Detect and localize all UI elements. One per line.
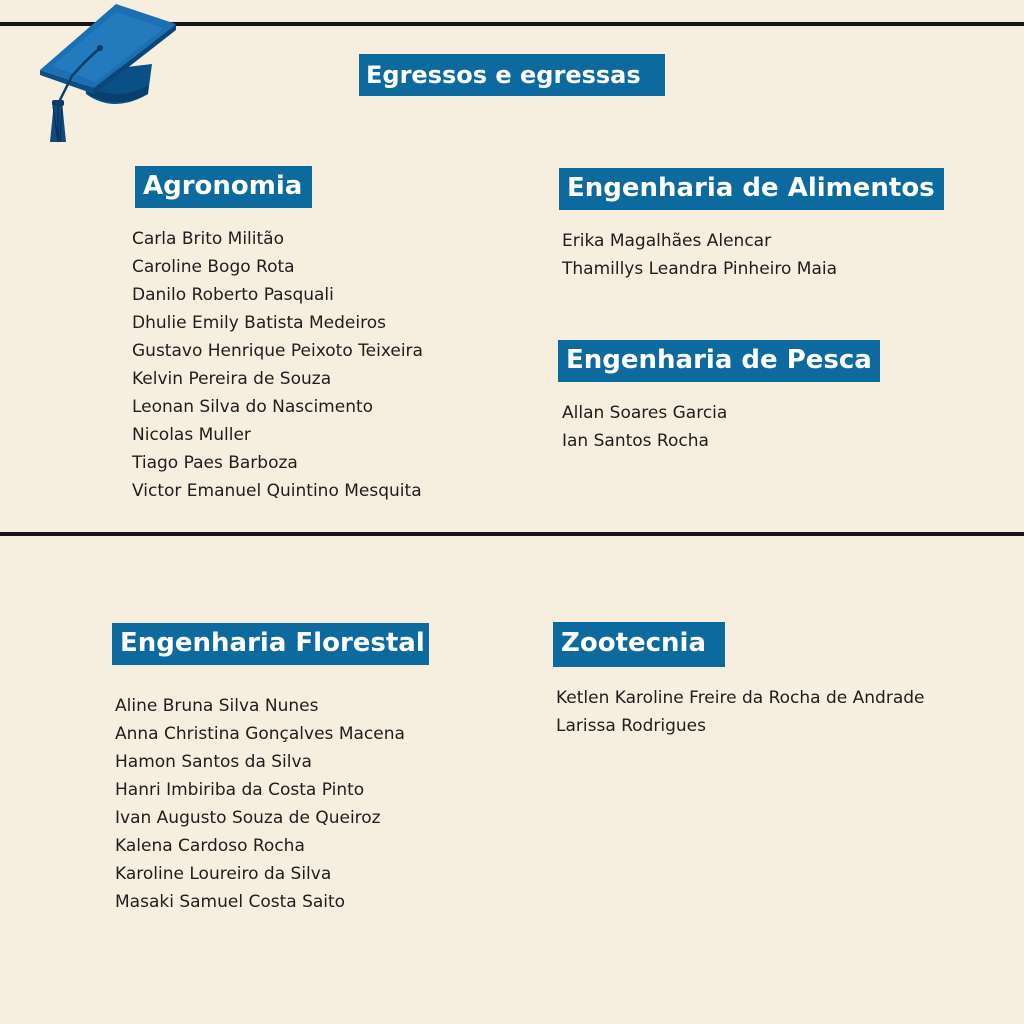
graduate-name: Ketlen Karoline Freire da Rocha de Andrade (556, 688, 925, 708)
graduate-name: Kelvin Pereira de Souza (132, 369, 332, 389)
page-title: Egressos e egressas (359, 54, 665, 96)
graduate-list-engenharia-florestal (115, 692, 405, 916)
graduate-list-engenharia-de-alimentos (562, 227, 837, 283)
graduate-name: Thamillys Leandra Pinheiro Maia (562, 259, 838, 279)
graduate-name: Gustavo Henrique Peixoto Teixeira (132, 341, 423, 361)
graduate-name: Hanri Imbiriba da Costa Pinto (115, 780, 365, 800)
middle-divider (0, 532, 1024, 536)
graduate-name: Nicolas Muller (132, 425, 251, 445)
graduate-list-engenharia-de-pesca (562, 399, 727, 455)
graduate-name: Danilo Roberto Pasquali (132, 285, 334, 305)
graduate-list-zootecnia (556, 684, 924, 740)
section-title-engenharia-de-pesca: Engenharia de Pesca (558, 340, 880, 382)
graduate-name: Ivan Augusto Souza de Queiroz (115, 808, 381, 828)
graduate-list-agronomia (132, 225, 423, 505)
graduate-name: Aline Bruna Silva Nunes (115, 696, 319, 716)
section-title-zootecnia: Zootecnia (553, 622, 725, 667)
graduate-name: Ian Santos Rocha (562, 431, 709, 451)
graduate-name: Allan Soares Garcia (562, 403, 728, 423)
graduate-name: Erika Magalhães Alencar (562, 231, 772, 251)
graduate-name: Anna Christina Gonçalves Macena (115, 724, 405, 744)
graduation-cap-icon (36, 2, 181, 148)
graduate-name: Karoline Loureiro da Silva (115, 864, 332, 884)
graduate-name: Carla Brito Militão (132, 229, 284, 249)
graduate-name: Hamon Santos da Silva (115, 752, 312, 772)
graduate-name: Tiago Paes Barboza (132, 453, 298, 473)
graduate-name: Leonan Silva do Nascimento (132, 397, 374, 417)
section-title-engenharia-florestal: Engenharia Florestal (112, 623, 429, 665)
graduate-name: Victor Emanuel Quintino Mesquita (132, 481, 422, 501)
section-title-agronomia: Agronomia (135, 166, 312, 208)
graduate-name: Caroline Bogo Rota (132, 257, 295, 277)
graduate-name: Larissa Rodrigues (556, 716, 706, 736)
graduate-name: Dhulie Emily Batista Medeiros (132, 313, 386, 333)
section-title-engenharia-de-alimentos: Engenharia de Alimentos (559, 168, 944, 210)
graduate-name: Masaki Samuel Costa Saito (115, 892, 346, 912)
graduate-name: Kalena Cardoso Rocha (115, 836, 305, 856)
